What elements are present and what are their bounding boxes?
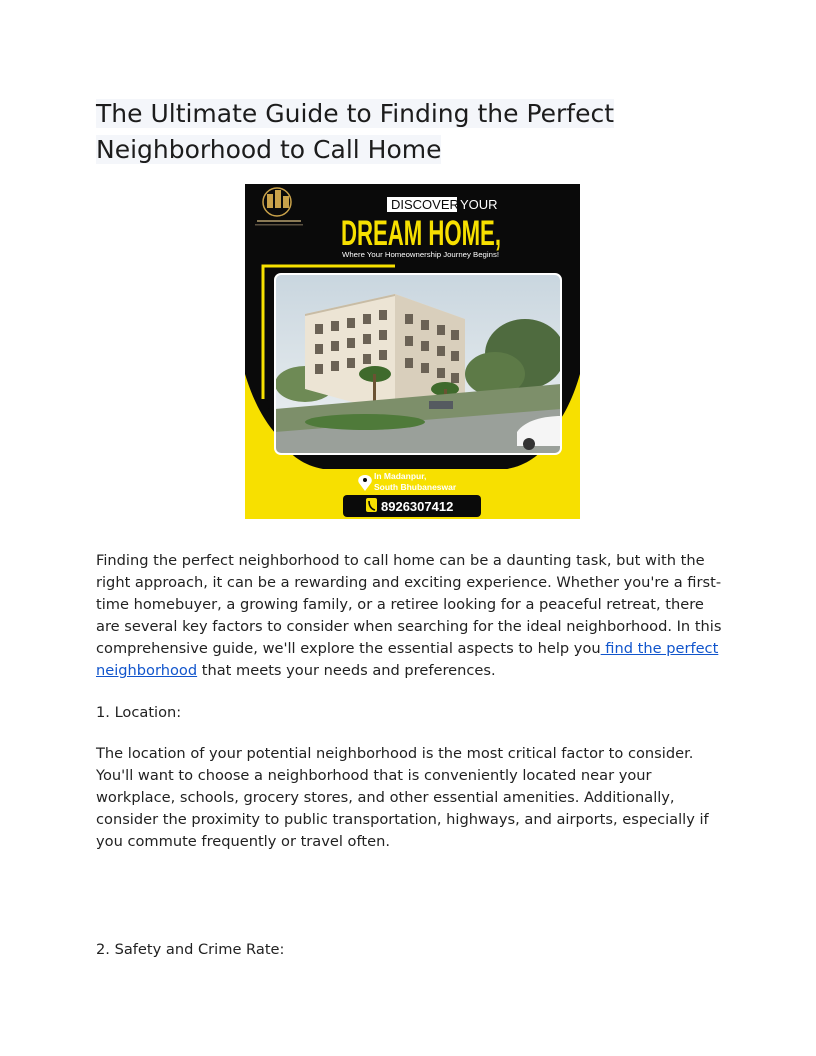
section-heading-safety: 2. Safety and Crime Rate: — [96, 941, 285, 958]
badge-rest: YOUR — [460, 197, 498, 212]
phone-number: 8926307412 — [381, 499, 454, 514]
section-heading-location: 1. Location: — [96, 704, 182, 721]
building-photo — [275, 274, 565, 454]
intro-text-part-1: Finding the perfect neighborhood to call home can be a daunting task, but with the right approach, it can be a rewarding and exciting experience. Whether you're a first-time homebuyer, a growing family, or a retiree looking for a peaceful retreat, there are several key factors to consider when searching for the ideal neighborhood. In this comprehensive guide, we'll explore the essential aspects to help you — [96, 552, 722, 657]
page-title — [96, 96, 696, 168]
headline: DREAM HOME, — [341, 214, 501, 254]
find-perfect-neighborhood-link[interactable]: find the perfect neighborhood — [96, 640, 719, 679]
location-paragraph: The location of your potential neighborhood is the most critical factor to consider. You'll want to choose a neighborhood that is conveniently located near your workplace, schools, grocery stores, and other essential amenities. Additionally, consider the proximity to public transportation, highways, and airports, especially if you commute frequently or travel often. — [96, 745, 709, 850]
badge-word: DISCOVER — [391, 197, 459, 212]
location-line-2: South Bhubaneswar — [374, 482, 457, 492]
page-title-line-2: Neighborhood to Call Home — [96, 135, 442, 164]
location-line-1: In Madanpur, — [374, 471, 427, 481]
hero-advertisement-image — [245, 184, 580, 519]
page-title-line-1: The Ultimate Guide to Finding the Perfect — [96, 99, 615, 128]
intro-paragraph — [96, 550, 726, 682]
hero-artwork — [245, 184, 580, 519]
phone-icon — [366, 498, 377, 512]
intro-text-part-2: that meets your needs and preferences. — [197, 662, 496, 679]
tagline: Where Your Homeownership Journey Begins! — [342, 252, 500, 259]
